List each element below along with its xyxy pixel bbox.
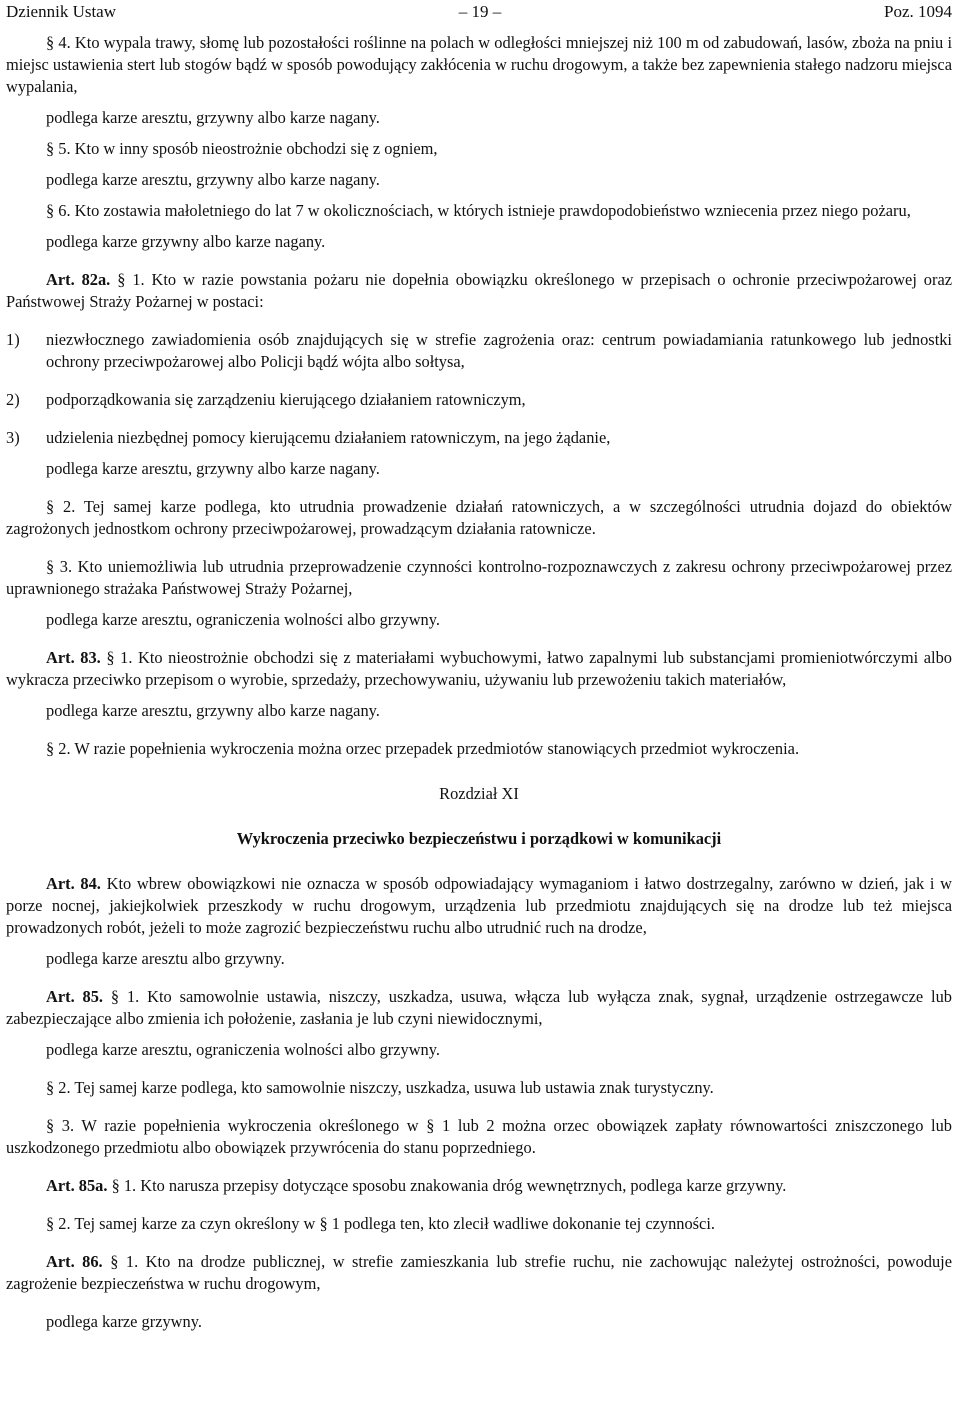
list-item (6, 427, 952, 449)
paragraph-4: § 4. Kto wypala trawy, słomę lub pozostałości roślinne na polach w odległości mniejszej niż 100 m od zabudowań, lasów, zboża na pniu i miejsc ustawienia stert lub stogów bądź w sposób powodujący zakłócenia w ruchu drogowym, a także bez zapewnienia stałego nadzoru miejsca wypalania, (6, 33, 952, 96)
art-82a-p1-penalty: podlega karze aresztu, grzywny albo karze nagany. (46, 459, 380, 478)
paragraph-5: § 5. Kto w inny sposób nieostrożnie obchodzi się z ogniem, (46, 139, 438, 158)
art-85-paragraph-2: § 2. Tej samej karze podlega, kto samowolnie niszczy, uszkadza, usuwa lub ustawia znak turystyczny. (46, 1078, 714, 1097)
art-86-p1-text: § 1. Kto na drodze publicznej, w strefie zamieszkania lub strefie ruchu, nie zachowując należytej ostrożności, powoduje zagrożenie bezpieczeństwa w ruchu drogowym, (6, 1252, 952, 1293)
art-82a-p3-penalty: podlega karze aresztu, ograniczenia wolności albo grzywny. (46, 610, 440, 629)
art-83-paragraph-2: § 2. W razie popełnienia wykroczenia można orzec przepadek przedmiotów stanowiących przedmiot wykroczenia. (46, 739, 800, 758)
chapter-number: Rozdział XI (439, 784, 519, 803)
art-85a-paragraph-2: § 2. Tej samej karze za czyn określony w § 1 podlega ten, kto zlecił wadliwe dokonanie tej czynności. (46, 1214, 715, 1233)
art-82a-p1-text: § 1. Kto w razie powstania pożaru nie dopełnia obowiązku określonego w przepisach o ochronie przeciwpożarowej oraz Państwowej Straży Pożarnej w postaci: (6, 270, 952, 311)
penalty-6: podlega karze grzywny albo karze nagany. (46, 232, 326, 251)
art-85a-paragraph-1 (6, 1175, 952, 1197)
art-85a-label: Art. 85a. (46, 1176, 108, 1195)
art-86-p1-penalty: podlega karze grzywny. (46, 1312, 202, 1331)
art-84-label: Art. 84. (46, 874, 101, 893)
art-85-label: Art. 85. (46, 987, 104, 1006)
art-82a-paragraph-1 (6, 269, 952, 313)
art-83-p1-text: § 1. Kto nieostrożnie obchodzi się z materiałami wybuchowymi, łatwo zapalnymi lub substancjami promieniotwórczymi albo wykracza przeciwko przepisom o wyrobie, sprzedaży, przechowywaniu, używaniu lub przewożeniu takich materiałów, (6, 648, 952, 689)
art-86-label: Art. 86. (46, 1252, 103, 1271)
chapter-title-text: Wykroczenia przeciwko bezpieczeństwu i porządkowi w komunikacji (236, 829, 722, 848)
penalty-4: podlega karze aresztu, grzywny albo karze nagany. (46, 108, 380, 127)
paragraph-6: § 6. Kto zostawia małoletniego do lat 7 w okolicznościach, w których istnieje prawdopodobieństwo wzniecenia przez niego pożaru, (46, 201, 911, 220)
page-header (6, 1, 952, 23)
list-item (6, 329, 952, 373)
art-84-penalty: podlega karze aresztu albo grzywny. (46, 949, 285, 968)
art-85a-p1-text: § 1. Kto narusza przepisy dotyczące sposobu znakowania dróg wewnętrznych, podlega karze grzywny. (111, 1176, 787, 1195)
art-83-p1-penalty: podlega karze aresztu, grzywny albo karze nagany. (46, 701, 380, 720)
art-85-p1-penalty: podlega karze aresztu, ograniczenia wolności albo grzywny. (46, 1040, 440, 1059)
list-item-number: 2) (6, 390, 20, 409)
art-82a-label: Art. 82a. (46, 270, 111, 289)
chapter-title (6, 828, 952, 850)
list-item-number: 1) (6, 330, 20, 349)
list-item-text: niezwłocznego zawiadomienia osób znajdujących się w strefie zagrożenia oraz: centrum powiadamiania ratunkowego lub jednostki ochrony przeciwpożarowej albo Policji bądź wójta albo sołtysa, (46, 330, 952, 371)
list-item-number: 3) (6, 428, 20, 447)
art-83-paragraph-1 (6, 647, 952, 691)
list-item-text: udzielenia niezbędnej pomocy kierującemu działaniem ratowniczym, na jego żądanie, (46, 428, 611, 447)
art-85-paragraph-3: § 3. W razie popełnienia wykroczenia określonego w § 1 lub 2 można orzec obowiązek zapłaty równowartości zniszczonego lub uszkodzonego przedmiotu albo obowiązek przywrócenia do stanu poprzedniego. (6, 1116, 952, 1157)
art-82a-paragraph-3: § 3. Kto uniemożliwia lub utrudnia przeprowadzenie czynności kontrolno-rozpoznawczych z zakresu ochrony przeciwpożarowej przez uprawnionego strażaka Państwowej Straży Pożarnej, (6, 557, 952, 598)
page-number: – 19 – (458, 2, 502, 21)
penalty-5: podlega karze aresztu, grzywny albo karze nagany. (46, 170, 380, 189)
art-86-paragraph-1 (6, 1251, 952, 1295)
art-83-label: Art. 83. (46, 648, 101, 667)
list-item (6, 389, 952, 411)
journal-name: Dziennik Ustaw (6, 2, 117, 21)
art-82a-paragraph-2: § 2. Tej samej karze podlega, kto utrudnia prowadzenie działań ratowniczych, a w szczególności utrudnia dojazd do obiektów zagrożonych jednostkom ochrony przeciwpożarowej, prowadzącym działania ratownicze. (6, 497, 952, 538)
position-number: Poz. 1094 (884, 2, 952, 21)
art-85-p1-text: § 1. Kto samowolnie ustawia, niszczy, uszkadza, usuwa, włącza lub wyłącza znak, sygnał, urządzenie ostrzegawcze lub zabezpieczające albo zmienia ich położenie, zasłania je lub czyni niewidocznymi, (6, 987, 952, 1028)
art-84-text: Kto wbrew obowiązkowi nie oznacza w sposób odpowiadający wymaganiom i łatwo dostrzegalny, zarówno w dzień, jak i w porze nocnej, jakiejkolwiek przeszkody w ruchu drogowym, urządzenia lub przedmiotu znajdujących się na drodze lub też miejsca prowadzonych robót, jeżeli to może zagrozić bezpieczeństwu ruchu albo utrudnić ruch na drodze, (6, 874, 953, 937)
art-85-paragraph-1 (6, 986, 952, 1030)
list-item-text: podporządkowania się zarządzeniu kierującego działaniem ratowniczym, (46, 390, 526, 409)
art-84-paragraph (6, 873, 952, 939)
